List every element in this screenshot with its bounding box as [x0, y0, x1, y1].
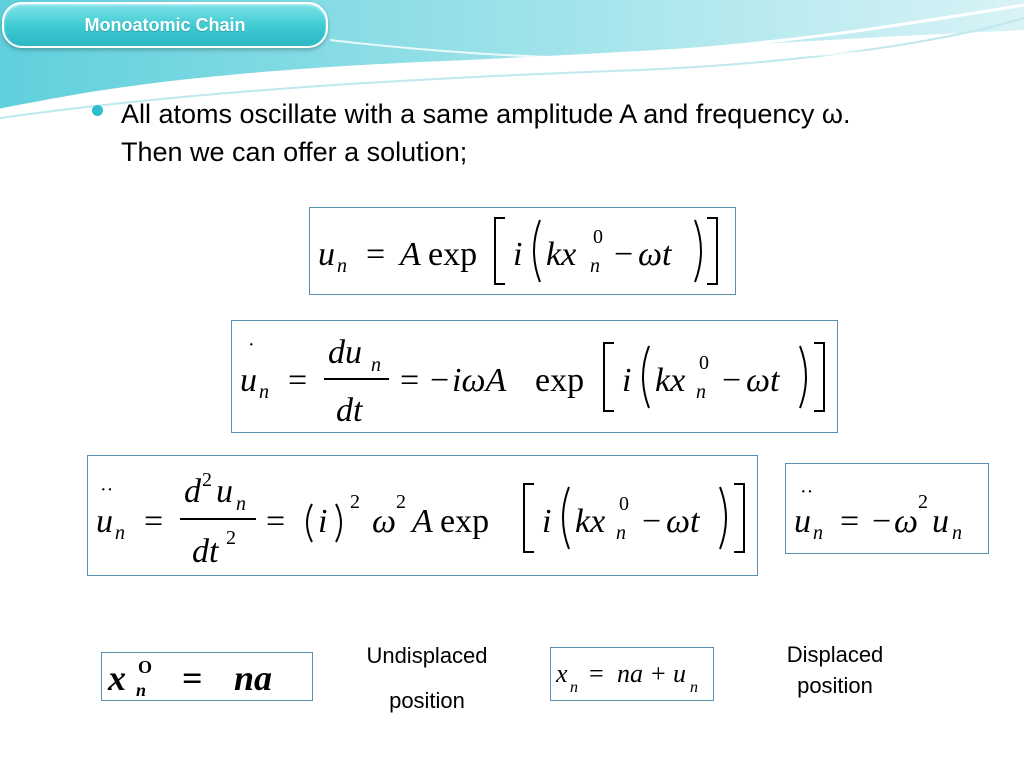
svg-text:ω: ω [372, 503, 397, 540]
svg-text:0: 0 [593, 226, 603, 248]
svg-text:··: ·· [800, 481, 814, 503]
svg-text:−: − [642, 503, 662, 540]
equation-velocity [231, 320, 838, 433]
svg-text:=: = [144, 503, 164, 540]
svg-text:=: = [182, 658, 203, 698]
svg-text:2: 2 [202, 469, 212, 491]
svg-text:=: = [400, 362, 420, 399]
svg-text:=: = [266, 503, 286, 540]
svg-text:i: i [318, 503, 328, 540]
bullet-item [92, 95, 1002, 171]
svg-text:0: 0 [619, 493, 629, 515]
svg-text:u: u [240, 362, 257, 399]
svg-text:x: x [556, 659, 568, 688]
svg-text:kx: kx [575, 503, 606, 540]
svg-text:n: n [236, 493, 246, 515]
svg-text:2: 2 [396, 491, 406, 513]
svg-text:·: · [248, 334, 255, 356]
svg-text:n: n [136, 680, 147, 700]
displaced-label-line-2: position [797, 673, 873, 698]
svg-text:n: n [616, 522, 626, 544]
svg-text:n: n [952, 522, 962, 544]
svg-text:−: − [430, 362, 450, 399]
svg-text:iωA: iωA [452, 362, 507, 399]
svg-text:=: = [366, 236, 386, 273]
equation-displacement [309, 207, 736, 295]
svg-text:u: u [318, 236, 335, 273]
svg-text:u: u [216, 473, 233, 510]
svg-text:2: 2 [226, 527, 236, 549]
svg-text:n: n [696, 381, 706, 403]
equation-displaced-position [550, 647, 714, 701]
svg-text:n: n [813, 522, 823, 544]
svg-text:2: 2 [350, 491, 360, 513]
svg-text:=: = [840, 503, 860, 540]
svg-text:exp: exp [428, 236, 478, 273]
svg-text:ωt: ωt [638, 236, 672, 273]
svg-text:na: na [234, 658, 273, 698]
svg-text:dt: dt [336, 392, 363, 429]
svg-text:−: − [614, 236, 634, 273]
svg-text:du: du [328, 334, 362, 371]
svg-text:u: u [932, 503, 949, 540]
svg-text:n: n [115, 522, 125, 544]
svg-text:=: = [288, 362, 308, 399]
svg-text:O: O [138, 657, 153, 677]
svg-text:na: na [617, 659, 643, 688]
svg-text:u: u [673, 659, 686, 688]
svg-text:dt: dt [192, 533, 219, 570]
slide-title: Monoatomic Chain [2, 2, 328, 48]
displaced-label-line-1: Displaced [786, 642, 884, 667]
svg-text:i: i [513, 236, 523, 273]
undisplaced-label-line-1: Undisplaced [366, 643, 488, 668]
svg-text:A: A [412, 503, 433, 540]
svg-text:n: n [690, 679, 698, 696]
svg-text:d: d [184, 473, 201, 510]
equation-acceleration-result [785, 463, 989, 554]
svg-text:=: = [589, 659, 604, 688]
svg-text:u: u [96, 503, 113, 540]
svg-text:i: i [622, 362, 632, 399]
bullet-text [121, 95, 1002, 171]
svg-text:n: n [590, 255, 600, 277]
svg-text:−: − [872, 503, 892, 540]
bullet-line-2: Then we can offer a solution; [121, 137, 468, 167]
svg-text:2: 2 [918, 491, 928, 513]
svg-text:A: A [400, 236, 421, 273]
svg-text:ω: ω [894, 503, 919, 540]
svg-text:kx: kx [546, 236, 577, 273]
svg-text:i: i [542, 503, 552, 540]
svg-text:n: n [337, 255, 347, 277]
svg-text:exp: exp [535, 362, 585, 399]
svg-text:+: + [651, 659, 666, 688]
svg-text:ωt: ωt [666, 503, 700, 540]
svg-text:exp: exp [440, 503, 490, 540]
undisplaced-label-line-2: position [389, 688, 465, 713]
svg-text:n: n [259, 381, 269, 403]
equation-undisplaced-position [101, 652, 313, 701]
svg-text:x: x [108, 658, 126, 698]
svg-text:−: − [722, 362, 742, 399]
bullet-dot-icon [92, 105, 103, 116]
svg-text:0: 0 [699, 352, 709, 374]
svg-text:ωt: ωt [746, 362, 780, 399]
svg-text:n: n [371, 354, 381, 376]
svg-text:u: u [794, 503, 811, 540]
svg-text:··: ·· [100, 479, 114, 501]
svg-text:kx: kx [655, 362, 686, 399]
svg-text:n: n [570, 679, 578, 696]
bullet-line-1: All atoms oscillate with a same amplitude A and frequency ω. [121, 99, 851, 129]
equation-acceleration [87, 455, 758, 576]
